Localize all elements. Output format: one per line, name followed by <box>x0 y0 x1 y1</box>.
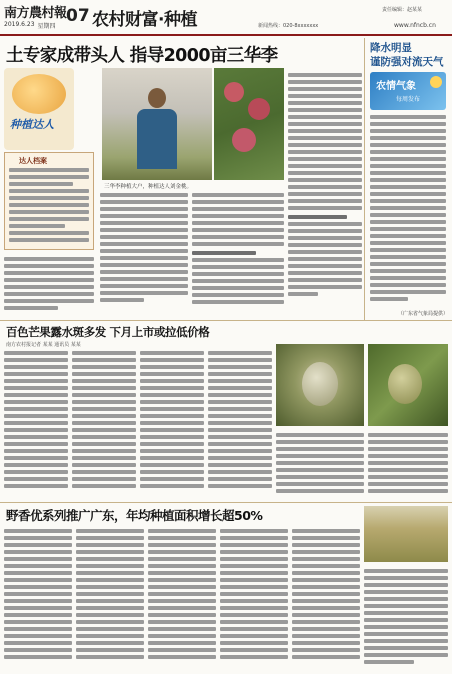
lead-body-col-4 <box>288 70 362 314</box>
lead-body-col-1 <box>4 254 94 314</box>
story2-col-6 <box>368 430 448 498</box>
story2-col-3 <box>140 348 204 498</box>
editor-line: 责任编辑：赵某某 <box>382 7 423 13</box>
badge-illustration <box>12 74 66 114</box>
story2-col-4 <box>208 348 272 498</box>
lead-headline: 土专家成带头人 指导2000亩三华李 <box>6 46 278 66</box>
weather-column-sub: 每周发布 <box>396 96 421 103</box>
story2-col-5 <box>276 430 364 498</box>
badge-title: 种植达人 <box>10 118 54 131</box>
lead-body-col-3 <box>192 190 284 314</box>
site-url: www.nfncb.cn <box>394 22 436 29</box>
sun-icon <box>430 76 442 88</box>
story3-headline: 野香优系列推广广东，年均种植面积增长超50% <box>6 508 263 523</box>
story2-col-2 <box>72 348 136 498</box>
weather-column-badge <box>370 72 446 110</box>
section-title: 农村财富·种植 <box>92 10 197 30</box>
section-divider-2 <box>0 502 452 503</box>
story3-col-6 <box>364 566 448 670</box>
mango-photo <box>276 344 364 426</box>
plum-fruit <box>248 98 270 120</box>
lead-badge-area <box>4 68 74 150</box>
plum-fruit <box>224 82 244 102</box>
story3-col-3 <box>148 526 216 670</box>
info-box-title: 达人档案 <box>19 157 47 165</box>
lead-photo-farmer <box>102 68 212 180</box>
sidebar-body <box>370 112 446 308</box>
story2-headline: 百色芒果露水斑多发 下月上市或拉低价格 <box>6 325 210 339</box>
story3-col-4 <box>220 526 288 670</box>
sidebar-headline-2: 谨防强对流天气 <box>370 56 444 68</box>
lead-photo-plums <box>214 68 284 180</box>
story2-byline: 南方农村报记者 某某 通讯员 某某 <box>6 342 81 348</box>
newspaper-logo: 南方農村報 <box>4 6 67 21</box>
rice-photo <box>364 506 448 562</box>
masthead <box>0 0 452 34</box>
sidebar-divider <box>364 38 365 320</box>
section-divider-1 <box>0 320 452 321</box>
sidebar-headline-1: 降水明显 <box>370 42 412 54</box>
farmer-figure <box>136 88 178 170</box>
weather-column-label: 农情气象 <box>376 81 416 92</box>
info-box-body <box>9 165 89 242</box>
info-box <box>4 152 94 250</box>
hotline: 新闻热线：020-8xxxxxxx <box>258 23 319 29</box>
mango-fruit <box>388 364 422 404</box>
masthead-rule <box>0 34 452 36</box>
story3-col-5 <box>292 526 360 670</box>
issue-weekday: 星期四 <box>37 23 56 30</box>
plum-fruit <box>232 128 256 152</box>
page-number: 07 <box>66 6 90 26</box>
story3-col-2 <box>76 526 144 670</box>
story3-col-1 <box>4 526 72 670</box>
mango-photo-2 <box>368 344 448 426</box>
sidebar-footer: （广东省气象局提供） <box>398 311 449 317</box>
mango-fruit <box>302 362 338 406</box>
lead-photo-caption: 三华李种植大户，种植达人刘金桃。 <box>104 184 193 190</box>
issue-date-text: 2019.6.23 <box>4 21 35 28</box>
lead-body-col-2 <box>100 190 188 314</box>
story2-col-1 <box>4 348 68 498</box>
